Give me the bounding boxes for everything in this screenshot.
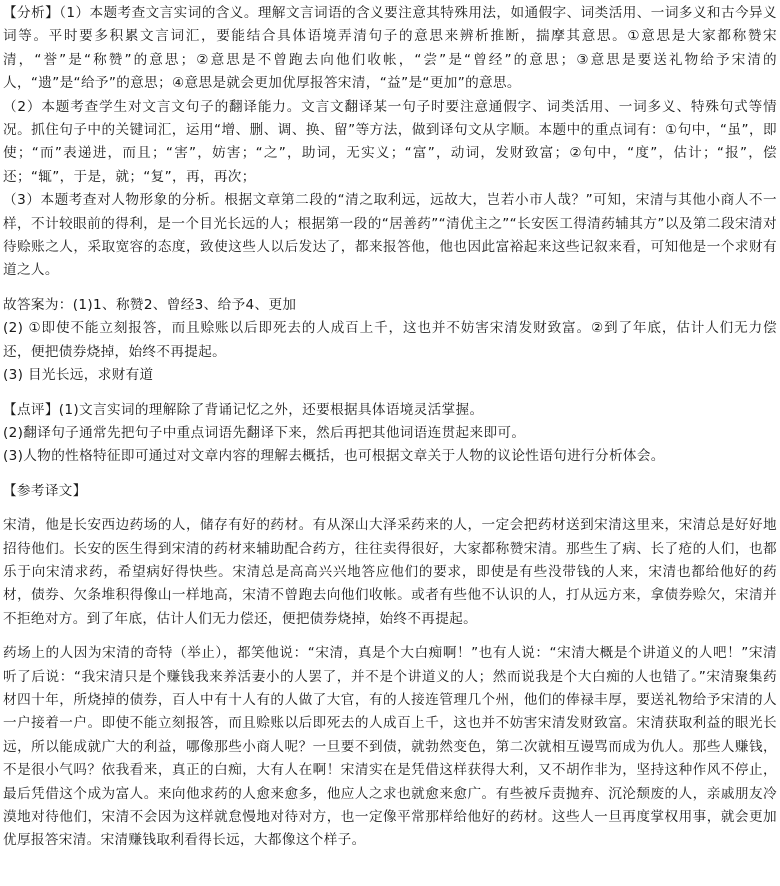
answer-line-2: (2) ①即使不能立刻报答，而且赊账以后即死去的人成百上千，这也并不妨害宋清发财致富。②到了年底，估计人们无力偿还，便把债券烧掉，始终不再提起。 xyxy=(3,320,777,360)
translation-paragraph-2: 药场上的人因为宋清的奇特（举止），都笑他说：“宋清，真是个大白痴啊！”也有人说：“宋清大概是个讲道义的人吧！”宋清听了后说：“我宋清只是个赚钱我来养活妻小的人罢了，并不是个讲道义的人；然而说我是个大白痴的人也错了。”宋清聚集药材四十年，所烧掉的债券，百人中有十人有的人做了大官，有的人接连管理几个州，他们的俸禄丰厚，要送礼物给予宋清的人一户接着一户。即使不能立刻报答，而且赊账以后即死去的人成百上千，这也并不妨害宋清发财致富。宋清获取利益的眼光长远，所以能成就广大的利益，哪像那些小商人呢？一旦要不到债，就勃然变色，第二次就相互谩骂而成为仇人。那些人赚钱，不是很小气吗？依我看来，真正的白痴，大有人在啊！宋清实在是凭借这样获得大利，又不胡作非为，坚持这种作风不停止，最后凭借这个成为富人。来向他求药的人愈来愈多，他应人之求也就愈来愈广。有些被斥责抛弃、沉沦颓废的人，亲戚朋友冷漠地对待他们，宋清不会因为这样就怠慢地对待对方，也一定像平常那样给他好的药材。这些人一旦再度掌权用事，就会更加优厚报答宋清。宋清赚钱取利看得长远，大都像这个样子。 xyxy=(3,645,777,849)
analysis-paragraph-1: 【分析】（1）本题考查文言实词的含义。理解文言词语的含义要注意其特殊用法，如通假字、词类活用、一词多义和古今异义词等。平时要多积累文言词汇，要能结合具体语境弄清句子的意思来辨析推断，揣摩其意思。①意思是大家都称赞宋清，“誉”是“称赞”的意思；②意思是不曾跑去向他们收帐，“尝”是“曾经”的意思；③意思是要送礼物给予宋清的人，“遗”是“给予”的意思；④意思是就会更加优厚报答宋清，“益”是“更加”的意思。 xyxy=(3,5,777,92)
comment-line-1: 【点评】(1)文言实词的理解除了背诵记忆之外，还要根据具体语境灵活掌握。 xyxy=(3,401,484,418)
analysis-section xyxy=(3,2,777,283)
translation-section xyxy=(3,480,777,853)
answer-line-3: (3) 目光长远，求财有道 xyxy=(3,367,154,384)
translation-paragraph-1: 宋清，他是长安西边药场的人，储存有好的药材。有从深山大泽采药来的人，一定会把药材送到宋清这里来，宋清总是好好地招待他们。长安的医生得到宋清的药材来辅助配合药方，往往卖得很好，大家都称赞宋清。那些生了病、长了疮的人们，也都乐于向宋清求药，希望病好得快些。宋清总是高高兴兴地答应他们的要求，即使是有些没带钱的人来，宋清也都给他好的药材，债券、欠条堆积得像山一样地高，宋清不曾跑去向他们收帐。或者有些他不认识的人，打从远方来，拿债券赊欠，宋清并不拒绝对方。到了年底，估计人们无力偿还，便把债券烧掉，始终不再提起。 xyxy=(3,517,777,627)
answer-section xyxy=(3,294,777,388)
analysis-paragraph-2: （2）本题考查学生对文言文句子的翻译能力。文言文翻译某一句子时要注意通假字、词类活用、一词多义、特殊句式等情况。抓住句子中的关键词汇，运用“增、删、调、换、留”等方法，做到译句文从字顺。本题中的重点词有：①句中，“虽”，即使；“而”表递进，而且；“害”，妨害；“之”，助词，无实义；“富”，动词，发财致富；②句中，“度”，估计；“报”，偿还；“辄”，于是，就；“复”，再，再次； xyxy=(3,98,777,185)
comment-section xyxy=(3,399,777,469)
answer-line-1: 故答案为：(1)1、称赞2、曾经3、给予4、更加 xyxy=(3,296,297,313)
translation-heading: 【参考译文】 xyxy=(3,482,87,499)
comment-line-3: (3)人物的性格特征即可通过对文章内容的理解去概括，也可根据文章关于人物的议论性语句进行分析体会。 xyxy=(3,448,665,465)
analysis-paragraph-3: （3）本题考查对人物形象的分析。根据文章第二段的“清之取利远，远故大，岂若小市人哉？”可知，宋清与其他小商人不一样，不计较眼前的得利，是一个目光长远的人；根据第一段的“居善药”“清优主之”“长安医工得清药辅其方”以及第二段宋清对待赊账之人，采取宽容的态度，致使这些人以后发达了，都来报答他，他也因此富裕起来这些记叙来看，可知他是一个求财有道之人。 xyxy=(3,192,777,279)
comment-line-2: (2)翻译句子通常先把句子中重点词语先翻译下来，然后再把其他词语连贯起来即可。 xyxy=(3,424,526,441)
